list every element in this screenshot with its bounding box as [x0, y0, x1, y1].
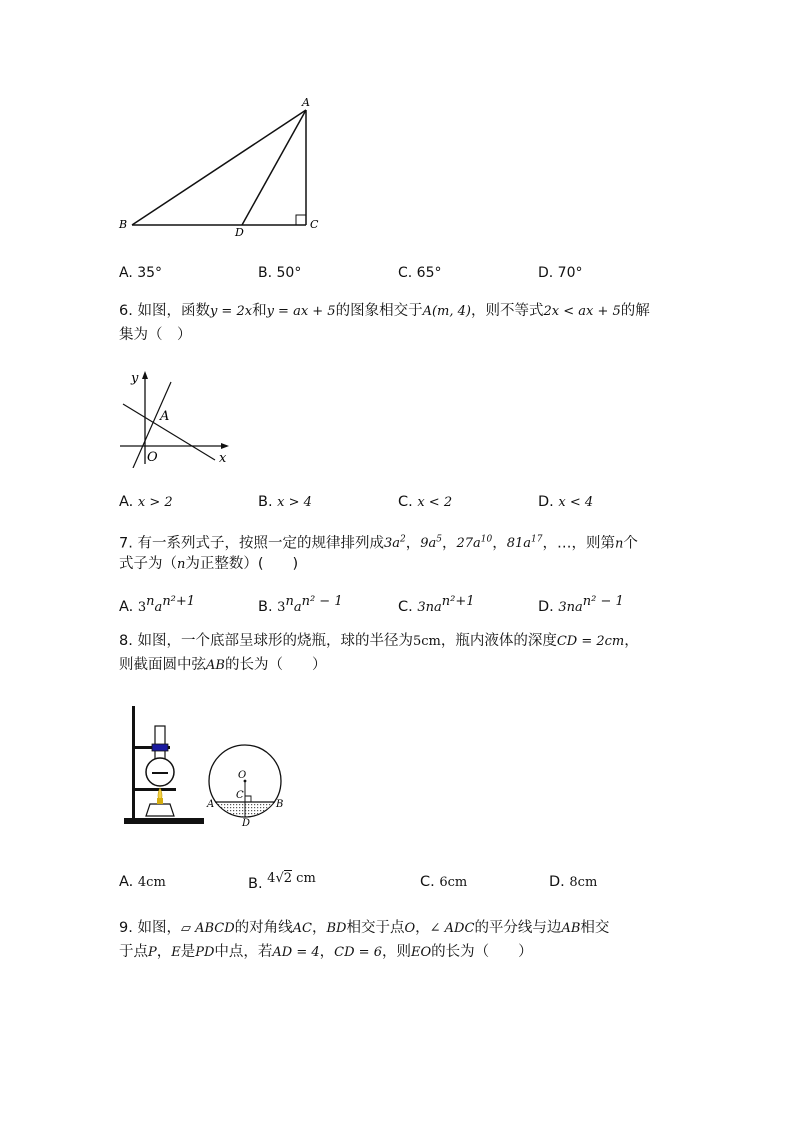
text: ，瓶内液体的深度	[440, 633, 557, 649]
q8-option-b[interactable]	[248, 873, 316, 896]
stand-rod	[132, 706, 135, 820]
right-angle-mark	[245, 796, 251, 802]
alcohol-burner	[146, 804, 174, 816]
text: 的平分线与边	[474, 920, 562, 936]
angle-adc: ∠ ADC	[429, 921, 475, 936]
stand-base	[124, 818, 204, 824]
q7-option-c[interactable]	[398, 591, 475, 619]
label-x: x	[219, 451, 227, 466]
option-label: C.	[398, 494, 413, 510]
base: 3a	[383, 536, 400, 552]
option-label: D.	[549, 874, 565, 890]
base: 3	[137, 599, 147, 615]
option-label: D.	[538, 494, 554, 510]
q6-option-b[interactable]	[258, 491, 312, 514]
segment-pd: PD	[195, 945, 215, 960]
q7-option-d[interactable]	[538, 591, 624, 619]
cd-value: CD = 6	[334, 945, 382, 960]
q7-stem-line2	[119, 553, 298, 576]
diag-bd: BD	[326, 921, 347, 936]
exponent: n² − 1	[582, 594, 624, 609]
burner-wick	[157, 798, 163, 804]
text: 的长为（ ）	[431, 944, 533, 960]
coefficient: 4	[267, 871, 276, 886]
flask-apparatus-figure	[120, 700, 210, 830]
sqrt-sign: √	[275, 871, 284, 886]
text: ，	[415, 920, 430, 936]
q8-stem-line2	[119, 654, 326, 677]
label-a: A	[160, 409, 170, 424]
point-p: P	[148, 945, 157, 960]
q8-option-a[interactable]	[119, 871, 166, 894]
label-a: A	[302, 96, 310, 109]
label-c: C	[236, 790, 244, 801]
radicand: 2	[283, 871, 293, 886]
triangle-figure	[110, 95, 330, 240]
option-label: D.	[538, 598, 554, 615]
flask-clamp	[152, 744, 168, 751]
label-d: D	[242, 818, 251, 829]
base: 27a	[456, 536, 481, 552]
exponent: 17	[531, 535, 543, 545]
unit: cm	[296, 871, 316, 886]
text: 相交	[580, 920, 610, 936]
option-value: 6cm	[439, 875, 468, 890]
label-y: y	[131, 371, 139, 386]
text: ，	[624, 633, 639, 649]
q6-stem-line1	[119, 300, 650, 323]
text: 个	[623, 535, 638, 552]
base: 9a	[420, 536, 437, 552]
point-o: O	[404, 921, 416, 936]
q8-option-d[interactable]	[549, 871, 597, 894]
text: 和	[252, 303, 267, 319]
q7-option-a[interactable]	[119, 591, 195, 619]
text: 的对角线	[234, 920, 293, 936]
base: 81a	[506, 536, 532, 552]
parallelogram-abcd: ▱ ABCD	[180, 921, 235, 936]
exponent: 5	[436, 535, 442, 545]
text: ，则不等式	[470, 303, 544, 319]
option-value: 4cm	[137, 875, 166, 890]
option-value: x < 4	[558, 495, 594, 510]
exponent: n²+1	[441, 594, 475, 609]
var-n: n	[177, 557, 186, 572]
option-value: x > 2	[137, 495, 173, 510]
segment-eo: EO	[410, 945, 432, 960]
label-a: A	[207, 799, 215, 810]
q8-option-c[interactable]	[420, 871, 467, 894]
text: 是	[180, 944, 196, 960]
text: 的解	[620, 303, 650, 319]
label-b: B	[119, 218, 128, 231]
ad-value: AD = 4	[272, 945, 320, 960]
y-axis-arrow	[142, 371, 148, 379]
q9-stem-line1	[119, 917, 609, 940]
point-a: A(m, 4)	[422, 304, 471, 319]
q5-option-d[interactable]: D. 70°	[538, 265, 583, 281]
text: 为正整数）( )	[185, 556, 299, 572]
term-2	[420, 536, 442, 551]
var-a: a	[293, 599, 302, 615]
exponent: n² − 1	[301, 594, 343, 609]
formula-y-ax5: y = ax + 5	[266, 304, 336, 319]
label-c: C	[310, 218, 319, 231]
option-label: A.	[119, 494, 134, 510]
point-e: E	[171, 945, 181, 960]
q6-option-d[interactable]	[538, 491, 593, 514]
text: ，则	[381, 944, 411, 960]
x-axis-arrow	[221, 443, 229, 449]
segment-ab	[132, 110, 306, 225]
depth-cd: CD = 2cm	[556, 634, 625, 649]
option-label: B.	[258, 494, 273, 510]
label-d: D	[235, 226, 244, 239]
text: 的长为（ ）	[224, 657, 327, 673]
side-ab: AB	[561, 921, 581, 936]
q8-stem-line1	[119, 630, 639, 653]
option-label: A.	[119, 874, 134, 890]
var-a: a	[154, 599, 163, 615]
label-o: O	[147, 450, 158, 465]
text: 的图象相交于	[335, 303, 423, 319]
chord-ab: AB	[206, 658, 225, 673]
text: ，	[156, 944, 172, 960]
label-b: B	[276, 799, 284, 810]
text: ，	[311, 920, 327, 936]
exponent: n	[285, 594, 294, 609]
segment-ad	[242, 110, 306, 225]
text: 9. 如图，	[119, 920, 181, 936]
option-value	[267, 871, 316, 886]
text: 则截面圆中弦	[119, 657, 206, 673]
linear-functions-graph	[115, 368, 235, 468]
option-value: x < 2	[417, 495, 453, 510]
option-label: B.	[248, 876, 263, 892]
q5-option-c[interactable]: C. 65°	[398, 265, 442, 281]
text: 式子为（	[119, 556, 177, 572]
var-n: n	[614, 536, 624, 552]
exponent: 10	[480, 535, 493, 545]
term-4	[507, 536, 543, 551]
text: 相交于点	[346, 920, 405, 936]
text: ，	[319, 944, 335, 960]
exponent: 2	[399, 535, 406, 545]
option-label: C.	[420, 874, 435, 890]
inequality: 2x < ax + 5	[543, 304, 621, 319]
text: 8. 如图，一个底部呈球形的烧瓶，球的半径为	[119, 633, 413, 649]
base: 3	[277, 599, 286, 615]
q9-stem-line2	[119, 941, 533, 964]
label-o: O	[238, 770, 247, 781]
ring-arm	[132, 788, 176, 791]
exponent: n	[146, 594, 155, 609]
diag-ac: AC	[292, 921, 312, 936]
text: ，…，则第	[542, 535, 615, 552]
circle-section-figure	[200, 735, 290, 830]
flask-neck	[155, 726, 165, 760]
base: 3na	[558, 599, 583, 615]
text: 7. 有一系列式子，按照一定的规律排列成	[119, 535, 384, 552]
q7-option-b[interactable]	[258, 591, 343, 619]
q6-option-a[interactable]	[119, 491, 173, 514]
term-1	[384, 536, 406, 551]
option-value: x > 4	[277, 495, 312, 510]
radius: 5cm	[412, 634, 441, 649]
exponent: n²+1	[162, 594, 196, 609]
q7-stem-line1: 7. 有一系列式子，按照一定的规律排列成$3a^2$，$9a^5$，$27a^{10}$，$81a^{17}$，…，则第n个	[119, 535, 638, 552]
option-label: C.	[398, 598, 413, 615]
base: 3na	[417, 599, 442, 615]
term-3	[456, 536, 492, 551]
option-label: B.	[258, 598, 273, 615]
text: 于点	[119, 944, 148, 960]
q5-option-a[interactable]: A. 35°	[119, 265, 163, 281]
right-angle-mark	[296, 215, 306, 225]
flask-liquid	[152, 772, 168, 774]
text: 中点，若	[214, 944, 273, 960]
option-label: A.	[119, 598, 134, 615]
formula-y-2x: y = 2x	[209, 304, 253, 319]
q5-option-b[interactable]: B. 50°	[258, 265, 302, 281]
text: 6. 如图，函数	[119, 303, 210, 319]
q6-stem-line2: 集为（ ）	[119, 327, 192, 343]
option-value: 8cm	[569, 875, 598, 890]
q6-option-c[interactable]	[398, 491, 452, 514]
